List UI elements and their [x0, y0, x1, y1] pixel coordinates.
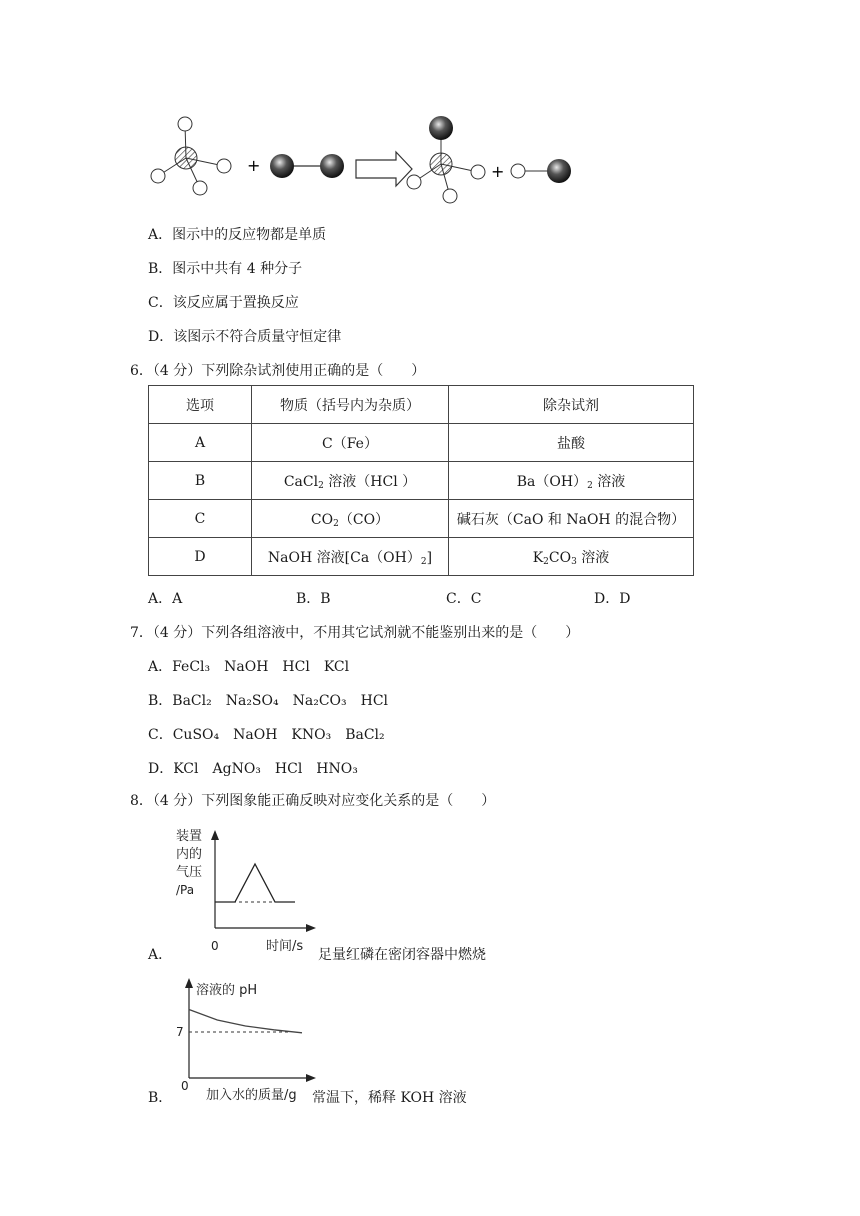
reactant-molecule-2	[270, 154, 344, 178]
table-row	[149, 500, 694, 538]
table-row	[149, 538, 694, 576]
chart-a-ylabel-line-1: 装置	[176, 829, 203, 844]
formula-text: 溶液（HCl ）	[323, 473, 417, 490]
q7-option-a[interactable]: A．FeCl₃ NaOH HCl KCl	[148, 659, 350, 675]
q6-answer-b[interactable]: B．B	[296, 591, 331, 607]
q6-table	[148, 385, 694, 576]
header-reagent: 除杂试剂	[449, 386, 694, 424]
product-molecule-2	[511, 159, 571, 183]
formula-text: （CO）	[338, 511, 390, 528]
row-option: C	[149, 500, 252, 538]
subscript: 3	[571, 556, 577, 567]
table-header-row	[149, 386, 694, 424]
reactant-molecule-1	[151, 117, 231, 195]
chart-b-xlabel: 加入水的质量/g	[206, 1088, 297, 1103]
chart-b-ylabel: 溶液的 pH	[196, 983, 258, 998]
formula-text: Ba（OH）	[516, 473, 588, 490]
table-row	[149, 462, 694, 500]
chart-a-xlabel: 时间/s	[266, 939, 304, 954]
row-reagent: 盐酸	[449, 424, 694, 462]
formula-text: CO	[310, 511, 334, 528]
q5-option-a[interactable]: A．图示中的反应物都是单质	[148, 227, 327, 243]
chart-a-ylabel-line-4: /Pa	[176, 883, 195, 897]
chart-a-series-line	[215, 864, 295, 902]
chart-a-ylabel-line-3: 气压	[176, 865, 203, 880]
q7-option-b[interactable]: B．BaCl₂ Na₂SO₄ Na₂CO₃ HCl	[148, 693, 389, 709]
row-option: B	[149, 462, 252, 500]
q5-option-b[interactable]: B．图示中共有 4 种分子	[148, 261, 303, 277]
q7-option-c[interactable]: C．CuSO₄ NaOH KNO₃ BaCl₂	[148, 727, 385, 743]
row-reagent: 碱石灰（CaO 和 NaOH 的混合物）	[449, 500, 694, 538]
chart-b-y-arrow-icon	[185, 978, 193, 988]
chart-pressure-vs-time	[170, 824, 320, 964]
subscript: 2	[318, 480, 324, 491]
row-substance: C（Fe）	[252, 424, 449, 462]
row-substance	[252, 462, 449, 500]
q5-option-c[interactable]: C．该反应属于置换反应	[148, 295, 299, 311]
q6-answer-a[interactable]: A．A	[148, 591, 183, 607]
q8-stem: 8．（4 分）下列图象能正确反映对应变化关系的是（ ）	[130, 793, 496, 809]
chart-a-origin-label: 0	[211, 939, 219, 953]
formula-text: NaOH 溶液[Ca（OH）	[267, 549, 421, 566]
chart-b-origin-label: 0	[181, 1079, 189, 1093]
row-option: A	[149, 424, 252, 462]
formula-text: CO	[548, 549, 572, 566]
table-row	[149, 424, 694, 462]
q7-stem: 7．（4 分）下列各组溶液中，不用其它试剂就不能鉴别出来的是（ ）	[130, 625, 580, 641]
chart-a-x-arrow-icon	[306, 924, 316, 932]
row-substance	[252, 538, 449, 576]
row-substance	[252, 500, 449, 538]
q8-option-a-desc: 足量红磷在密闭容器中燃烧	[318, 947, 486, 963]
subscript: 2	[333, 518, 339, 529]
reaction-diagram	[140, 110, 590, 210]
chart-b-x-arrow-icon	[306, 1074, 316, 1082]
header-option: 选项	[149, 386, 252, 424]
chart-b-series-line	[189, 1010, 302, 1033]
q8-option-b-label[interactable]: B．	[148, 1090, 173, 1106]
subscript: 2	[543, 556, 549, 567]
formula-text: CaCl	[283, 473, 319, 490]
subscript: 2	[420, 556, 427, 567]
formula-text: K	[532, 549, 544, 566]
header-substance: 物质（括号内为杂质）	[252, 386, 449, 424]
plus-sign-2: +	[491, 162, 505, 181]
chart-b-ytick-7: 7	[176, 1025, 184, 1039]
formula-text: ]	[426, 549, 433, 566]
q8-option-a-label[interactable]: A．	[148, 947, 173, 963]
product-molecule-1	[407, 116, 485, 203]
reaction-arrow-icon	[356, 152, 412, 186]
formula-text: 溶液	[592, 473, 626, 490]
plus-sign-1: +	[247, 156, 261, 175]
chart-a-ylabel-line-2: 内的	[176, 847, 203, 862]
row-option: D	[149, 538, 252, 576]
row-reagent	[449, 538, 694, 576]
chart-ph-vs-water	[172, 970, 320, 1106]
chart-a-y-arrow-icon	[211, 830, 219, 840]
row-reagent	[449, 462, 694, 500]
subscript: 2	[587, 480, 593, 491]
q8-option-b-desc: 常温下，稀释 KOH 溶液	[312, 1090, 467, 1106]
q6-answer-c[interactable]: C．C	[446, 591, 482, 607]
q5-option-d[interactable]: D．该图示不符合质量守恒定律	[148, 329, 342, 345]
formula-text: 溶液	[576, 549, 610, 566]
q6-answer-d[interactable]: D．D	[594, 591, 631, 607]
q7-option-d[interactable]: D．KCl AgNO₃ HCl HNO₃	[148, 761, 358, 777]
q6-stem: 6．（4 分）下列除杂试剂使用正确的是（ ）	[130, 363, 426, 379]
